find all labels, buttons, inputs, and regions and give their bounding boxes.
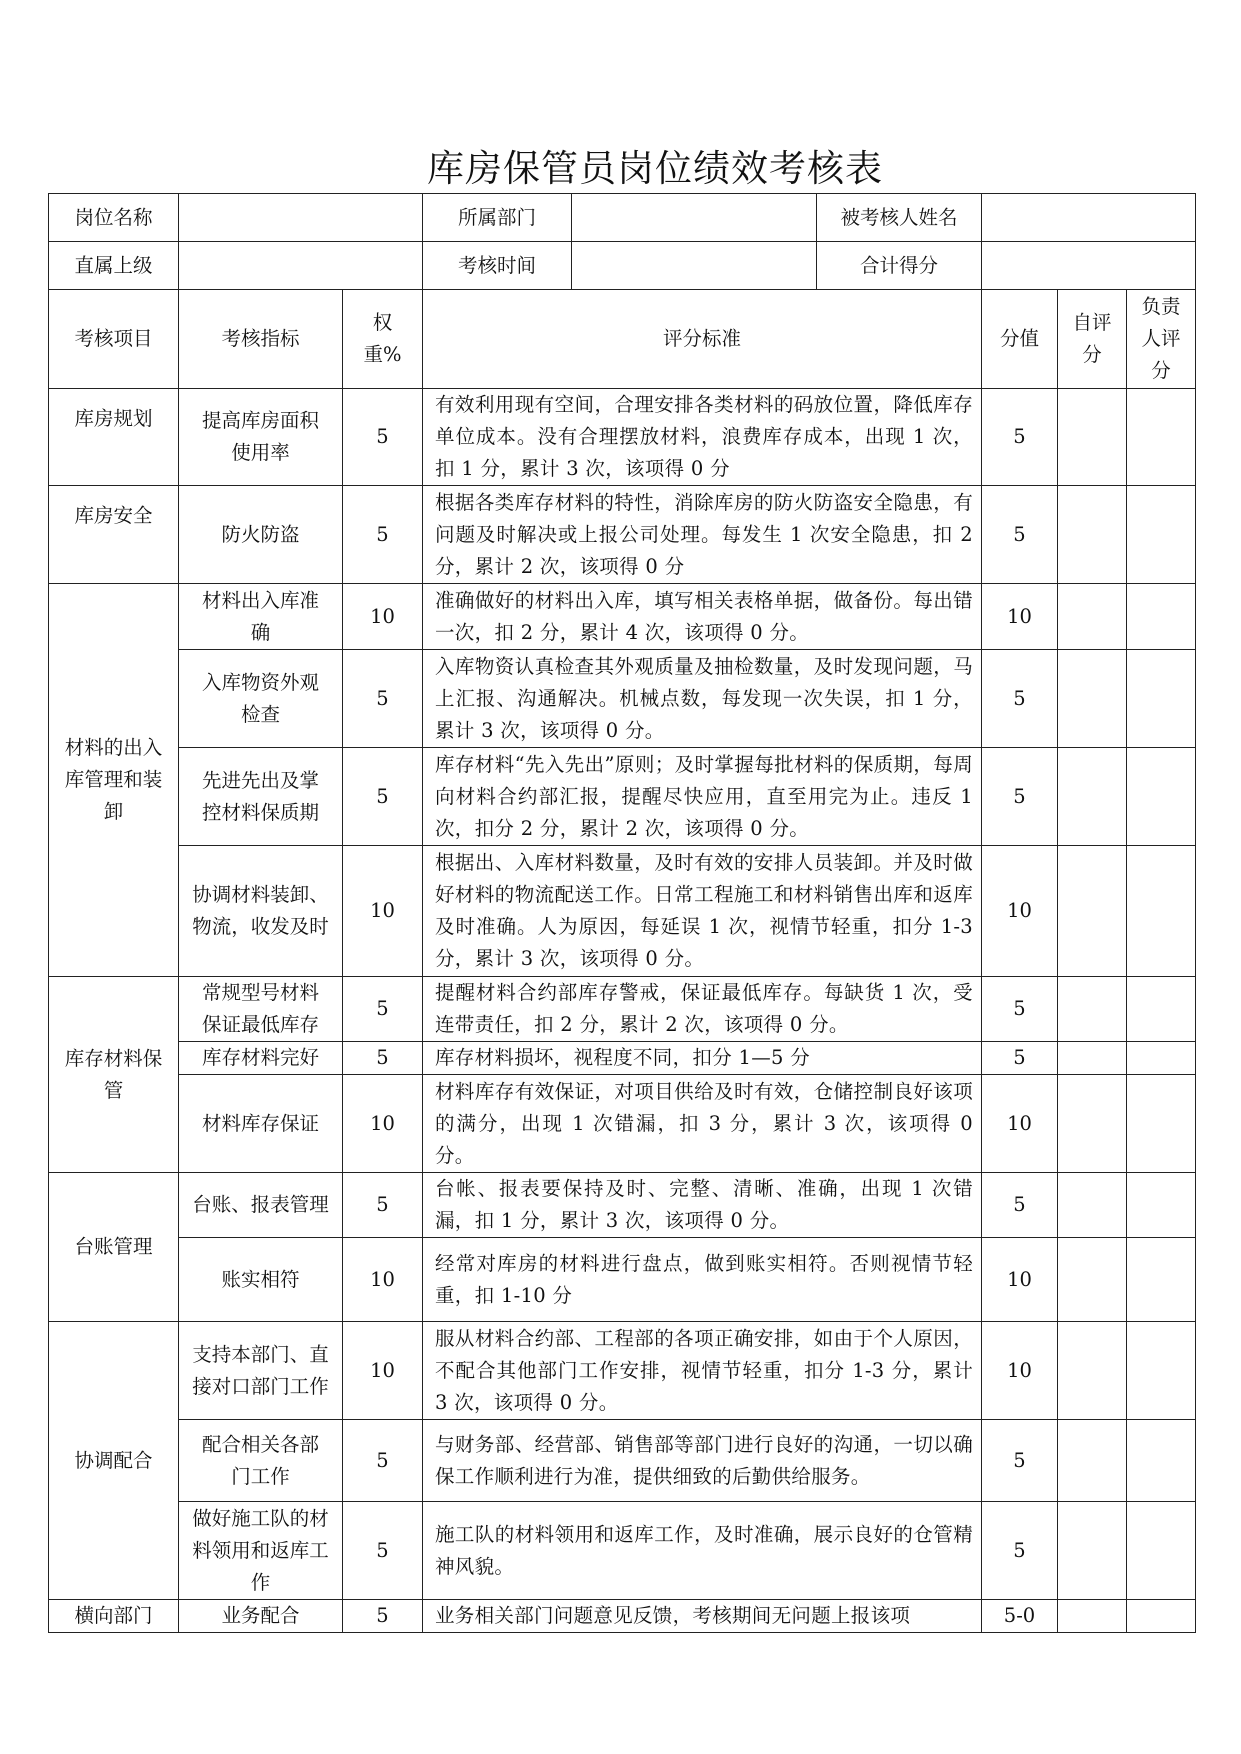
manager-score-field[interactable]: [1127, 486, 1196, 584]
header-row: [49, 290, 1196, 389]
self-score-field[interactable]: [1058, 1322, 1127, 1420]
manager-score-field[interactable]: [1127, 1322, 1196, 1420]
standard-cell: 提醒材料合约部库存警戒，保证最低库存。每缺货 1 次，受连带责任，扣 2 分，累计 2 次，该项得 0 分。: [423, 977, 982, 1042]
weight-cell: 5: [343, 486, 423, 584]
manager-score-field[interactable]: [1127, 1502, 1196, 1600]
category-cell: 横向部门: [49, 1600, 179, 1633]
examinee-label: 被考核人姓名: [817, 194, 982, 241]
examinee-field[interactable]: [982, 194, 1195, 241]
manager-score-field[interactable]: [1127, 1420, 1196, 1502]
header-standard: 评分标准: [423, 290, 982, 389]
manager-score-field[interactable]: [1127, 1075, 1196, 1173]
indicator-cell: 业务配合: [179, 1600, 343, 1633]
period-field[interactable]: [572, 242, 817, 289]
indicator-cell: 材料出入库准确: [179, 584, 343, 650]
header-weight: 权重%: [343, 290, 423, 389]
standard-cell: 经常对库房的材料进行盘点，做到账实相符。否则视情节轻重，扣 1-10 分: [423, 1238, 982, 1322]
standard-cell: 材料库存有效保证，对项目供给及时有效，仓储控制良好该项的满分，出现 1 次错漏，扣 3 分，累计 3 次，该项得 0 分。: [423, 1075, 982, 1173]
indicator-cell: 支持本部门、直接对口部门工作: [179, 1322, 343, 1420]
self-score-field[interactable]: [1058, 977, 1127, 1042]
score-cell: 5: [982, 748, 1058, 846]
category-cell: 库房安全: [49, 486, 179, 584]
score-cell: 5: [982, 977, 1058, 1042]
superior-label: 直属上级: [49, 242, 179, 290]
score-cell: 10: [982, 1238, 1058, 1322]
department-label: 所属部门: [423, 194, 572, 241]
indicator-cell: 常规型号材料保证最低库存: [179, 977, 343, 1042]
self-score-field[interactable]: [1058, 1420, 1127, 1502]
category-cell: 材料的出入库管理和装卸: [49, 584, 179, 977]
header-score: 分值: [982, 290, 1058, 389]
indicator-cell: 账实相符: [179, 1238, 343, 1322]
indicator-cell: 材料库存保证: [179, 1075, 343, 1173]
manager-score-field[interactable]: [1127, 977, 1196, 1042]
table-row: [49, 1075, 1196, 1173]
score-cell: 5: [982, 650, 1058, 748]
position-field[interactable]: [179, 194, 423, 242]
score-cell: 10: [982, 1075, 1058, 1173]
table-row: [49, 1600, 1196, 1633]
self-score-field[interactable]: [1058, 1238, 1127, 1322]
info-row-1: [49, 194, 1196, 242]
weight-cell: 10: [343, 846, 423, 977]
score-cell: 5: [982, 486, 1058, 584]
indicator-cell: 库存材料完好: [179, 1042, 343, 1075]
score-cell: 10: [982, 1322, 1058, 1420]
self-score-field[interactable]: [1058, 584, 1127, 650]
standard-cell: 入库物资认真检查其外观质量及抽检数量，及时发现问题，马上汇报、沟通解决。机械点数，每发现一次失误，扣 1 分，累计 3 次，该项得 0 分。: [423, 650, 982, 748]
manager-score-field[interactable]: [1127, 1173, 1196, 1238]
indicator-cell: 协调材料装卸、物流，收发及时: [179, 846, 343, 977]
indicator-cell: 提高库房面积使用率: [179, 389, 343, 486]
page-title: 库房保管员岗位绩效考核表: [427, 147, 883, 190]
self-score-field[interactable]: [1058, 748, 1127, 846]
weight-cell: 5: [343, 650, 423, 748]
score-cell: 5: [982, 389, 1058, 486]
self-score-field[interactable]: [1058, 846, 1127, 977]
performance-appraisal-table: [48, 193, 1196, 1633]
manager-score-field[interactable]: [1127, 1238, 1196, 1322]
standard-cell: 库存材料损坏，视程度不同，扣分 1—5 分: [423, 1042, 982, 1075]
manager-score-field[interactable]: [1127, 389, 1196, 486]
manager-score-field[interactable]: [1127, 846, 1196, 977]
self-score-field[interactable]: [1058, 650, 1127, 748]
superior-field[interactable]: [179, 242, 423, 290]
category-cell: 台账管理: [49, 1173, 179, 1322]
indicator-cell: 入库物资外观检查: [179, 650, 343, 748]
score-cell: 5-0: [982, 1600, 1058, 1633]
score-cell: 5: [982, 1173, 1058, 1238]
manager-score-field[interactable]: [1127, 650, 1196, 748]
category-cell: 库存材料保管: [49, 977, 179, 1173]
header-item: 考核项目: [49, 290, 179, 389]
table-row: [49, 748, 1196, 846]
weight-cell: 5: [343, 977, 423, 1042]
category-cell: 协调配合: [49, 1322, 179, 1600]
self-score-field[interactable]: [1058, 1042, 1127, 1075]
self-score-field[interactable]: [1058, 389, 1127, 486]
manager-score-field[interactable]: [1127, 584, 1196, 650]
total-field[interactable]: [982, 242, 1195, 289]
standard-cell: 根据各类库存材料的特性，消除库房的防火防盗安全隐患，有问题及时解决或上报公司处理。每发生 1 次安全隐患，扣 2 分，累计 2 次，该项得 0 分: [423, 486, 982, 584]
weight-cell: 10: [343, 1322, 423, 1420]
indicator-cell: 配合相关各部门工作: [179, 1420, 343, 1502]
weight-cell: 10: [343, 1238, 423, 1322]
manager-score-field[interactable]: [1127, 1042, 1196, 1075]
table-row: [49, 1420, 1196, 1502]
indicator-cell: 先进先出及掌控材料保质期: [179, 748, 343, 846]
table-row: [49, 584, 1196, 650]
weight-cell: 5: [343, 1173, 423, 1238]
standard-cell: 准确做好的材料出入库，填写相关表格单据，做备份。每出错一次，扣 2 分，累计 4 次，该项得 0 分。: [423, 584, 982, 650]
standard-cell: 库存材料“先入先出”原则；及时掌握每批材料的保质期，每周向材料合约部汇报，提醒尽快应用，直至用完为止。违反 1 次，扣分 2 分，累计 2 次，该项得 0 分。: [423, 748, 982, 846]
table-row: [49, 650, 1196, 748]
position-label: 岗位名称: [49, 194, 179, 242]
indicator-cell: 做好施工队的材料领用和返库工作: [179, 1502, 343, 1600]
weight-cell: 5: [343, 748, 423, 846]
weight-cell: 10: [343, 584, 423, 650]
standard-cell: 台帐、报表要保持及时、完整、清晰、准确，出现 1 次错漏，扣 1 分，累计 3 次，该项得 0 分。: [423, 1173, 982, 1238]
manager-score-field[interactable]: [1127, 748, 1196, 846]
score-cell: 5: [982, 1042, 1058, 1075]
weight-cell: 5: [343, 1600, 423, 1633]
manager-score-field[interactable]: [1127, 1600, 1196, 1633]
weight-cell: 5: [343, 1042, 423, 1075]
department-field[interactable]: [572, 194, 817, 241]
standard-cell: 施工队的材料领用和返库工作，及时准确，展示良好的仓管精神风貌。: [423, 1502, 982, 1600]
table-row: [49, 1042, 1196, 1075]
header-self: 自评分: [1058, 290, 1127, 389]
score-cell: 10: [982, 584, 1058, 650]
table-row: [49, 389, 1196, 486]
self-score-field[interactable]: [1058, 1502, 1127, 1600]
self-score-field[interactable]: [1058, 1173, 1127, 1238]
standard-cell: 与财务部、经营部、销售部等部门进行良好的沟通，一切以确保工作顺利进行为准，提供细致的后勤供给服务。: [423, 1420, 982, 1502]
table-row: [49, 1238, 1196, 1322]
table-row: [49, 977, 1196, 1042]
table-row: [49, 486, 1196, 584]
table-row: [49, 1173, 1196, 1238]
weight-cell: 5: [343, 389, 423, 486]
standard-cell: 服从材料合约部、工程部的各项正确安排，如由于个人原因，不配合其他部门工作安排，视情节轻重，扣分 1-3 分，累计 3 次，该项得 0 分。: [423, 1322, 982, 1420]
table-row: [49, 1502, 1196, 1600]
standard-cell: 业务相关部门问题意见反馈，考核期间无问题上报该项: [423, 1600, 982, 1633]
header-manager: 负责人评分: [1127, 290, 1196, 389]
weight-cell: 10: [343, 1075, 423, 1173]
table-row: [49, 846, 1196, 977]
period-label: 考核时间: [423, 242, 572, 289]
self-score-field[interactable]: [1058, 486, 1127, 584]
indicator-cell: 台账、报表管理: [179, 1173, 343, 1238]
indicator-cell: 防火防盗: [179, 486, 343, 584]
score-cell: 5: [982, 1420, 1058, 1502]
self-score-field[interactable]: [1058, 1075, 1127, 1173]
standard-cell: 根据出、入库材料数量，及时有效的安排人员装卸。并及时做好材料的物流配送工作。日常工程施工和材料销售出库和返库及时准确。人为原因，每延误 1 次，视情节轻重，扣分 1-3 分，累计 3 次，该项得 0 分。: [423, 846, 982, 977]
table-row: [49, 1322, 1196, 1420]
standard-cell: 有效利用现有空间，合理安排各类材料的码放位置，降低库存单位成本。没有合理摆放材料，浪费库存成本，出现 1 次，扣 1 分，累计 3 次，该项得 0 分: [423, 389, 982, 486]
category-cell: 库房规划: [49, 389, 179, 486]
weight-cell: 5: [343, 1420, 423, 1502]
weight-cell: 5: [343, 1502, 423, 1600]
score-cell: 10: [982, 846, 1058, 977]
total-label: 合计得分: [817, 242, 982, 289]
score-cell: 5: [982, 1502, 1058, 1600]
info-row-2: [49, 242, 1196, 290]
self-score-field[interactable]: [1058, 1600, 1127, 1633]
header-indicator: 考核指标: [179, 290, 343, 389]
